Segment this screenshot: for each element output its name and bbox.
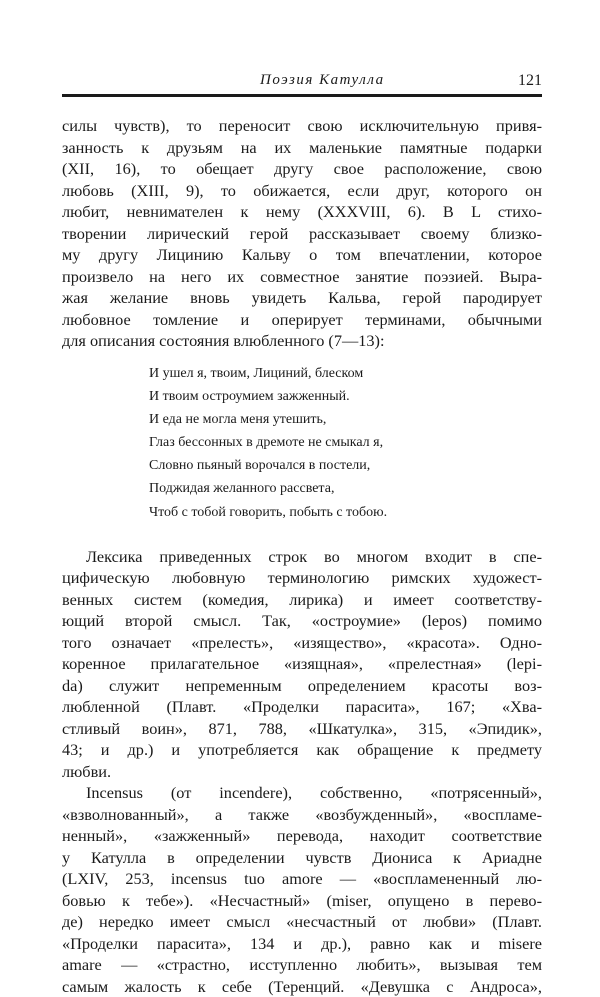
- text-line: венных систем (комедия, лирика) и имеет соответству-: [62, 589, 542, 609]
- text-line: любовь (XIII, 9), то обижается, если друг, которого он: [62, 180, 542, 200]
- verse-line: Чтоб с тобой говорить, побыть с тобою.: [149, 504, 388, 520]
- text-line: де) нередко имеет смысл «несчастный от любви» (Плавт.: [62, 912, 542, 932]
- page-header: [62, 72, 542, 94]
- verse-line: И еда не могла меня утешить,: [149, 411, 327, 427]
- text-line: 43; и др.) и употребляется как обращение к предмету: [62, 740, 542, 760]
- text-line: любовное томление и оперирует терминами, обычными: [62, 309, 542, 329]
- verse-line: Поджидая желанного рассвета,: [149, 481, 335, 497]
- text-line: для описания состояния влюбленного (7—13):: [62, 331, 385, 350]
- text-line: ненный», «зажженный» перевода, находит соответствие: [62, 826, 542, 846]
- paragraph-3: [62, 782, 542, 997]
- text-line: (LXIV, 253, incensus tuo amore — «воспламененный лю-: [62, 869, 542, 889]
- header-rule: [62, 94, 542, 97]
- text-line: ющий второй смысл. Так, «остроумие» (lepos) помимо: [62, 611, 542, 631]
- text-line: жая желание вновь увидеть Кальва, герой пародирует: [62, 288, 542, 307]
- text-line: любленной (Плавт. «Проделки парасита», 167; «Хва-: [62, 697, 542, 717]
- text-line: му другу Лицинию Кальву о том впечатлении, которое: [62, 245, 542, 264]
- text-line: da) служит непременным определением красоты воз-: [62, 675, 542, 695]
- verse-quote: [149, 362, 542, 524]
- verse-line: И твоим остроумием зажженный.: [149, 388, 350, 404]
- verse-line: Словно пьяный ворочался в постели,: [149, 458, 371, 474]
- text-line: «Проделки парасита», 134 и др.), равно как и misere: [62, 933, 542, 953]
- text-line: (XII, 16), то обещает другу свое расположение, свою: [62, 159, 542, 178]
- paragraph-2: [62, 546, 542, 783]
- verse-line: Глаз бессонных в дремоте не смыкал я,: [149, 435, 384, 451]
- text-line: «взволнованный», а также «возбужденный», «воспламе-: [62, 804, 542, 824]
- text-line: у Катулла в определении чувств Диониса к Ариадне: [62, 847, 542, 867]
- text-line: бовью к тебе»). «Несчастный» (miser, опущено в перево-: [62, 890, 542, 910]
- text-line: творении лирический герой рассказывает своему близко-: [62, 223, 542, 243]
- text-line: цифическую любовную терминологию римских художест-: [62, 568, 542, 588]
- verse-line: И ушел я, твоим, Лициний, блеском: [149, 365, 364, 381]
- text-line: стливый воин», 871, 788, «Шкатулка», 315, «Эпидик»,: [62, 718, 542, 738]
- text-line: amare — «страстно, исступленно любить», вызывая тем: [62, 955, 542, 975]
- text-line: силы чувств), то переносит свою исключительную привя-: [62, 116, 542, 135]
- text-line: коренное прилагательное «изящная», «прелестная» (lepi-: [62, 654, 542, 674]
- text-line: любви.: [62, 761, 112, 781]
- text-line: Incensus (от incendere), собственно, «потрясенный»,: [86, 783, 542, 803]
- text-line: Лексика приведенных строк во многом входит в спе-: [86, 546, 542, 566]
- body-text: [62, 115, 542, 997]
- text-line: самым жалость к себе (Теренций. «Девушка с Андроса»,: [62, 976, 542, 996]
- text-line: занность к друзьям на их маленькие памятные подарки: [62, 137, 542, 157]
- text-line: произвело на него их совместное занятие поэзией. Выра-: [62, 266, 542, 286]
- text-line: того означает «прелесть», «изящество», «красота». Одно-: [62, 632, 542, 652]
- running-title: Поэзия Катулла: [260, 72, 385, 88]
- paragraph-1: [62, 115, 542, 352]
- text-line: любит, невнимателен к нему (XXXVIII, 6). В L стихо-: [62, 202, 542, 221]
- page-number: 121: [518, 72, 542, 89]
